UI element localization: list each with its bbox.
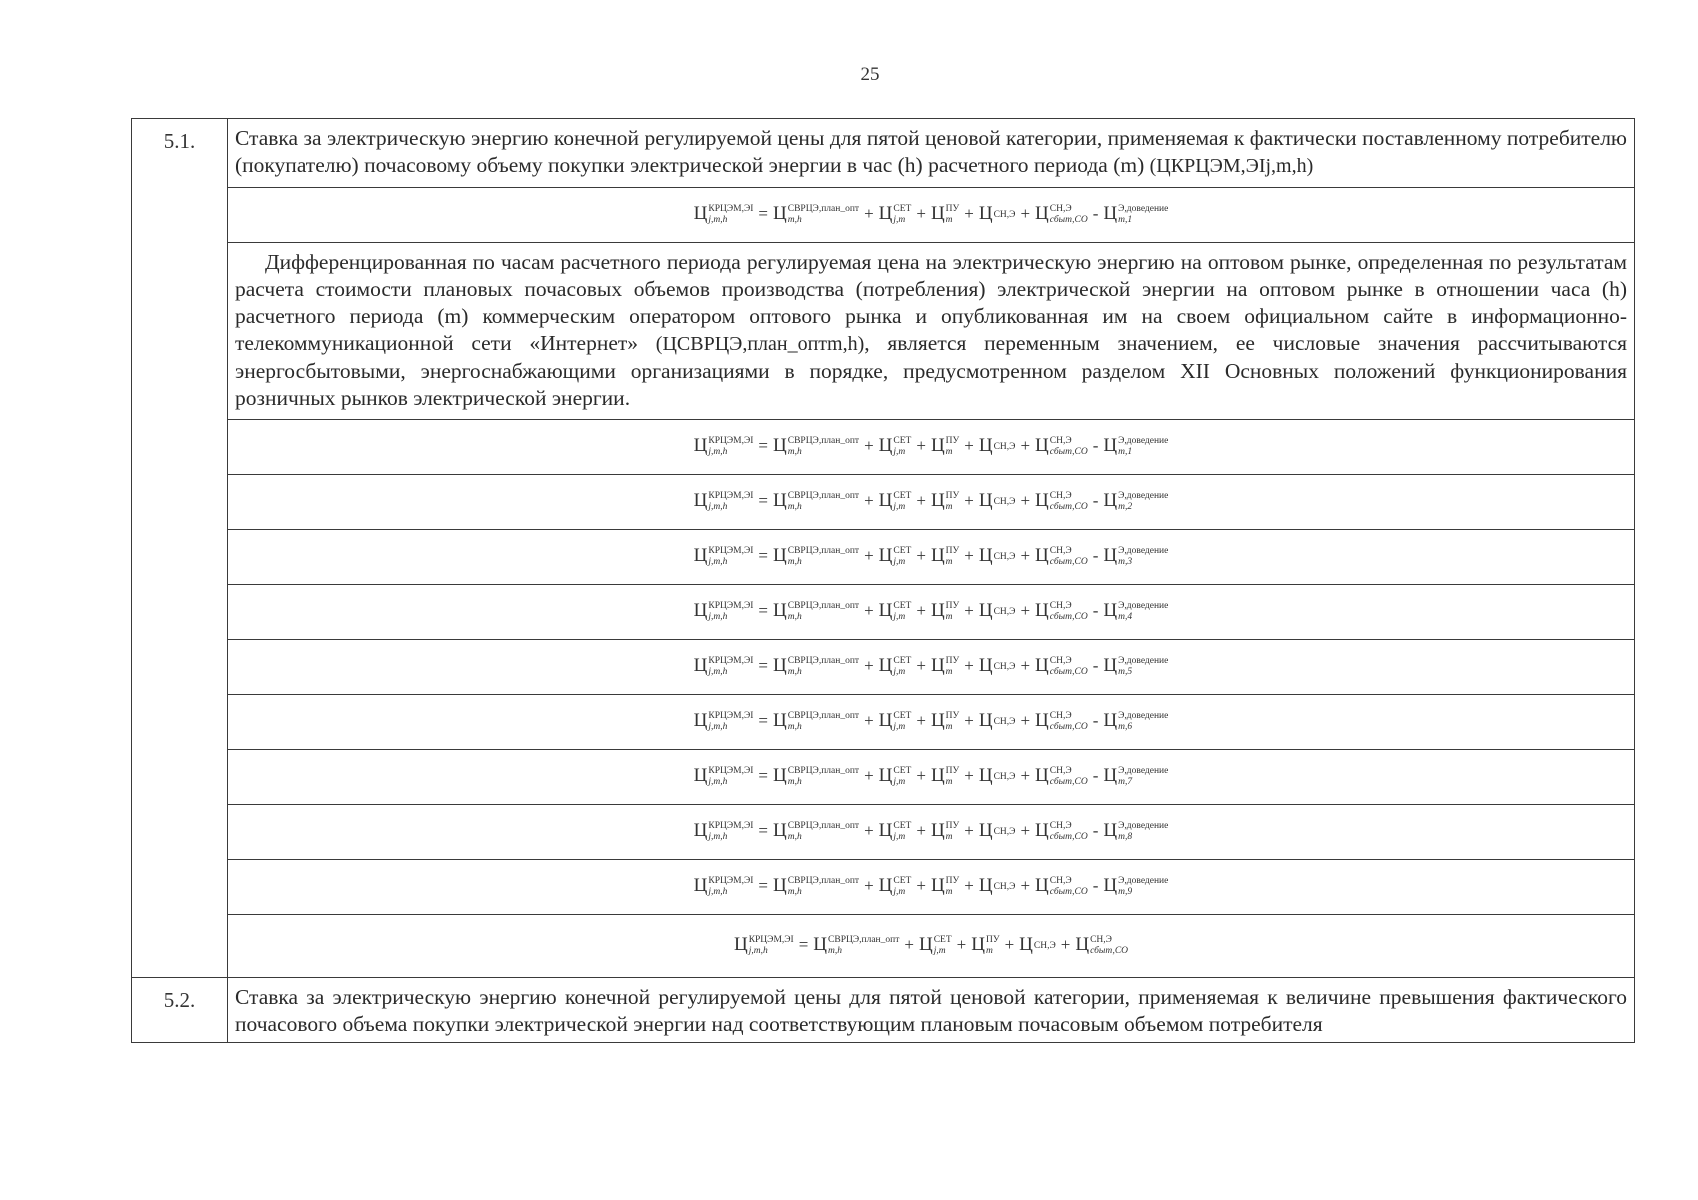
sales-markup-term: Ц СН,Э сбыт,СО <box>1035 709 1088 733</box>
supplier-markup-term: Ц СН,Э <box>1019 933 1056 955</box>
formula-cell <box>228 805 1635 860</box>
operator: = <box>758 710 768 730</box>
network-term: Ц СЕТ j,m <box>878 764 912 788</box>
formula-row <box>132 860 1635 915</box>
network-term: Ц СЕТ j,m <box>878 544 912 568</box>
supplier-markup-term: Ц СН,Э <box>978 202 1016 224</box>
formula-row <box>132 695 1635 750</box>
operator: = <box>758 435 768 455</box>
operator: + <box>916 655 926 675</box>
formula-cell <box>228 188 1635 243</box>
lhs-term: Ц КРЦЭМ,ЭI j,m,h <box>733 933 794 957</box>
adjustment-term: Ц Э,доведение m,3 <box>1103 544 1169 568</box>
operator: = <box>758 820 768 840</box>
wholesale-price-term: Ц СВРЦЭ,план_опт m,h <box>813 933 900 957</box>
wholesale-price-term: Ц СВРЦЭ,план_опт m,h <box>773 709 860 733</box>
network-term: Ц СЕТ j,m <box>878 709 912 733</box>
lhs-term: Ц КРЦЭМ,ЭI j,m,h <box>693 874 754 898</box>
operator: + <box>916 710 926 730</box>
infrastructure-term: Ц ПУ m <box>971 933 1000 957</box>
description-cell <box>228 243 1635 420</box>
operator: + <box>1020 490 1031 510</box>
network-term: Ц СЕТ j,m <box>878 654 912 678</box>
sales-markup-term: Ц СН,Э сбыт,СО <box>1035 434 1088 458</box>
formula <box>694 601 1169 623</box>
adjustment-term: Ц Э,доведение m,5 <box>1103 654 1169 678</box>
row-number: 5.1. <box>132 119 228 978</box>
formula <box>694 656 1169 678</box>
formula-cell <box>228 915 1635 978</box>
sales-markup-term: Ц СН,Э сбыт,СО <box>1075 933 1129 957</box>
row-title: Ставка за электрическую энергию конечной регулируемой цены для пятой ценовой категории, применяемая к величине превышения фактического почасового объема покупки электрической энергии над соответствующим плановым почасовым объемом потребителя <box>235 985 1627 1036</box>
wholesale-price-term: Ц СВРЦЭ,план_опт m,h <box>773 819 860 843</box>
operator: + <box>1020 765 1031 785</box>
operator: + <box>864 765 874 785</box>
operator: - <box>1092 710 1099 730</box>
formula-row <box>132 420 1635 475</box>
supplier-markup-term: Ц СН,Э <box>978 434 1016 456</box>
description-part1: Дифференцированная по часам расчетного периода регулируемая цена на электрическую энергию на оптовом рынке, определенная по результатам расчета стоимости плановых почасовых объемов производства (потребления) электрической энергии на оптовом рынке в отношении часа (h) расчетного периода (m) коммерческим оператором оптового рынка и опубликованная им на своем официальном сайте в информационно-телекоммуникационной сети «Интернет» <box>235 250 1627 355</box>
operator: + <box>1020 203 1031 223</box>
operator: + <box>1020 820 1031 840</box>
lhs-term: Ц КРЦЭМ,ЭI j,m,h <box>693 544 754 568</box>
lhs-term: Ц КРЦЭМ,ЭI j,m,h <box>693 202 754 226</box>
operator: + <box>864 875 874 895</box>
formula-cell <box>228 475 1635 530</box>
network-term: Ц СЕТ j,m <box>878 489 912 513</box>
wholesale-price-term: Ц СВРЦЭ,план_опт m,h <box>773 599 860 623</box>
description-part2: , является переменным значением, ее числовые значения рассчитываются энергосбытовыми, энергоснабжающими организациями в порядке, предусмотренном разделом XII Основных положений функционирования розничных рынков электрической энергии. <box>235 331 1627 410</box>
wholesale-price-term: Ц СВРЦЭ,план_опт m,h <box>773 202 860 226</box>
infrastructure-term: Ц ПУ m <box>930 489 960 513</box>
operator: = <box>798 934 809 954</box>
wholesale-price-term: Ц СВРЦЭ,план_опт m,h <box>773 874 860 898</box>
formula-row <box>132 750 1635 805</box>
supplier-markup-term: Ц СН,Э <box>978 874 1016 896</box>
adjustment-term: Ц Э,доведение m,8 <box>1103 819 1169 843</box>
operator: - <box>1092 203 1099 223</box>
operator: = <box>758 490 768 510</box>
operator: + <box>864 490 874 510</box>
operator: + <box>1020 435 1031 455</box>
operator: + <box>916 435 926 455</box>
operator: + <box>864 655 874 675</box>
operator: + <box>964 600 974 620</box>
operator: + <box>864 600 874 620</box>
operator: + <box>964 765 974 785</box>
formula <box>694 204 1169 226</box>
operator: + <box>916 765 926 785</box>
operator: + <box>1020 655 1031 675</box>
operator: + <box>1020 710 1031 730</box>
formula-cell <box>228 695 1635 750</box>
operator: = <box>758 655 768 675</box>
formula-cell <box>228 530 1635 585</box>
lhs-term: Ц КРЦЭМ,ЭI j,m,h <box>693 654 754 678</box>
formula <box>694 546 1169 568</box>
formula-row <box>132 530 1635 585</box>
wholesale-price-term: Ц СВРЦЭ,план_опт m,h <box>773 434 860 458</box>
title-cell <box>228 119 1635 188</box>
infrastructure-term: Ц ПУ m <box>930 874 960 898</box>
wholesale-price-term: Ц СВРЦЭ,план_опт m,h <box>773 489 860 513</box>
sales-markup-term: Ц СН,Э сбыт,СО <box>1035 599 1088 623</box>
infrastructure-term: Ц ПУ m <box>930 819 960 843</box>
operator: + <box>964 203 974 223</box>
adjustment-term: Ц Э,доведение m,1 <box>1103 434 1169 458</box>
page-number: 25 <box>860 64 880 85</box>
operator: - <box>1092 435 1099 455</box>
operator: + <box>964 435 974 455</box>
operator: + <box>916 203 926 223</box>
lhs-term: Ц КРЦЭМ,ЭI j,m,h <box>693 599 754 623</box>
infrastructure-term: Ц ПУ m <box>930 654 960 678</box>
operator: = <box>758 765 768 785</box>
formula <box>694 491 1169 513</box>
formula-row-last <box>132 915 1635 978</box>
infrastructure-term: Ц ПУ m <box>930 544 960 568</box>
supplier-markup-term: Ц СН,Э <box>978 654 1016 676</box>
row-number: 5.2. <box>132 978 228 1043</box>
operator: + <box>916 875 926 895</box>
operator: + <box>904 934 914 954</box>
operator: - <box>1092 765 1099 785</box>
row-5-1-title <box>132 119 1635 188</box>
adjustment-term: Ц Э,доведение m,4 <box>1103 599 1169 623</box>
formula-cell <box>228 420 1635 475</box>
operator: + <box>916 820 926 840</box>
formula <box>694 766 1169 788</box>
operator: + <box>1060 934 1071 954</box>
operator: = <box>758 600 768 620</box>
operator: - <box>1092 820 1099 840</box>
operator: + <box>864 710 874 730</box>
operator: = <box>758 875 768 895</box>
wholesale-price-term: Ц СВРЦЭ,план_опт m,h <box>773 544 860 568</box>
operator: - <box>1092 875 1099 895</box>
operator: + <box>1020 600 1031 620</box>
supplier-markup-term: Ц СН,Э <box>978 599 1016 621</box>
price-table <box>131 118 1635 1043</box>
adjustment-term: Ц Э,доведение m,2 <box>1103 489 1169 513</box>
supplier-markup-term: Ц СН,Э <box>978 489 1016 511</box>
row-title-text: Ставка за электрическую энергию конечной регулируемой цены для пятой ценовой категории, применяемая к фактически поставленному потребителю (покупателю) почасовому объему покупки электрической энергии в час (h) расчетного периода (m) <box>235 126 1627 177</box>
operator: + <box>916 600 926 620</box>
operator: + <box>956 934 967 954</box>
formula <box>694 821 1169 843</box>
network-term: Ц СЕТ j,m <box>878 599 912 623</box>
title-cell <box>228 978 1635 1043</box>
formula-last <box>734 935 1128 957</box>
operator: + <box>964 545 974 565</box>
lhs-term: Ц КРЦЭМ,ЭI j,m,h <box>693 764 754 788</box>
operator: + <box>964 875 974 895</box>
operator: + <box>964 820 974 840</box>
sales-markup-term: Ц СН,Э сбыт,СО <box>1035 819 1088 843</box>
operator: = <box>758 203 768 223</box>
formula-cell <box>228 750 1635 805</box>
supplier-markup-term: Ц СН,Э <box>978 819 1016 841</box>
supplier-markup-term: Ц СН,Э <box>978 709 1016 731</box>
infrastructure-term: Ц ПУ m <box>930 599 960 623</box>
lhs-term: Ц КРЦЭМ,ЭI j,m,h <box>693 434 754 458</box>
operator: + <box>864 435 874 455</box>
formula-cell <box>228 640 1635 695</box>
sales-markup-term: Ц СН,Э сбыт,СО <box>1035 654 1088 678</box>
adjustment-term: Ц Э,доведение m,9 <box>1103 874 1169 898</box>
operator: = <box>758 545 768 565</box>
wholesale-price-term: Ц СВРЦЭ,план_опт m,h <box>773 654 860 678</box>
operator: + <box>1020 545 1031 565</box>
sales-markup-term: Ц СН,Э сбыт,СО <box>1035 202 1088 226</box>
sales-markup-term: Ц СН,Э сбыт,СО <box>1035 874 1088 898</box>
lhs-term: Ц КРЦЭМ,ЭI j,m,h <box>693 819 754 843</box>
formula-cell <box>228 860 1635 915</box>
adjustment-term: Ц Э,доведение m,6 <box>1103 709 1169 733</box>
description-text <box>228 243 1634 419</box>
infrastructure-term: Ц ПУ m <box>930 202 960 226</box>
operator: + <box>1004 934 1015 954</box>
title-symbol: (ЦКРЦЭМ,ЭIj,m,h) <box>1149 155 1314 177</box>
operator: + <box>916 490 926 510</box>
sales-markup-term: Ц СН,Э сбыт,СО <box>1035 489 1088 513</box>
formula <box>694 711 1169 733</box>
operator: + <box>964 490 974 510</box>
lhs-term: Ц КРЦЭМ,ЭI j,m,h <box>693 489 754 513</box>
adjustment-term: Ц Э,доведение m,7 <box>1103 764 1169 788</box>
wholesale-price-term: Ц СВРЦЭ,план_опт m,h <box>773 764 860 788</box>
row-title <box>228 119 1634 187</box>
infrastructure-term: Ц ПУ m <box>930 709 960 733</box>
network-term: Ц СЕТ j,m <box>878 819 912 843</box>
operator: - <box>1092 600 1099 620</box>
infrastructure-term: Ц ПУ m <box>930 764 960 788</box>
operator: + <box>864 545 874 565</box>
description-symbol: (ЦСВРЦЭ,план_оптm,h) <box>655 333 865 355</box>
formula-row <box>132 188 1635 243</box>
formula-row <box>132 585 1635 640</box>
operator: + <box>916 545 926 565</box>
operator: + <box>864 203 874 223</box>
network-term: Ц СЕТ j,m <box>878 202 912 226</box>
formula <box>694 436 1169 458</box>
operator: - <box>1092 490 1099 510</box>
operator: + <box>1020 875 1031 895</box>
network-term: Ц СЕТ j,m <box>878 874 912 898</box>
adjustment-term: Ц Э,доведение m,1 <box>1103 202 1169 226</box>
supplier-markup-term: Ц СН,Э <box>978 764 1016 786</box>
sales-markup-term: Ц СН,Э сбыт,СО <box>1035 544 1088 568</box>
formula-row <box>132 640 1635 695</box>
operator: + <box>964 655 974 675</box>
formula-row <box>132 475 1635 530</box>
network-term: Ц СЕТ j,m <box>878 434 912 458</box>
description-row <box>132 243 1635 420</box>
sales-markup-term: Ц СН,Э сбыт,СО <box>1035 764 1088 788</box>
supplier-markup-term: Ц СН,Э <box>978 544 1016 566</box>
operator: - <box>1092 655 1099 675</box>
operator: + <box>964 710 974 730</box>
formula <box>694 876 1169 898</box>
lhs-term: Ц КРЦЭМ,ЭI j,m,h <box>693 709 754 733</box>
operator: + <box>864 820 874 840</box>
network-term: Ц СЕТ j,m <box>918 933 952 957</box>
infrastructure-term: Ц ПУ m <box>930 434 960 458</box>
operator: - <box>1092 545 1099 565</box>
formula-cell <box>228 585 1635 640</box>
formula-row <box>132 805 1635 860</box>
row-5-2-title <box>132 978 1635 1043</box>
